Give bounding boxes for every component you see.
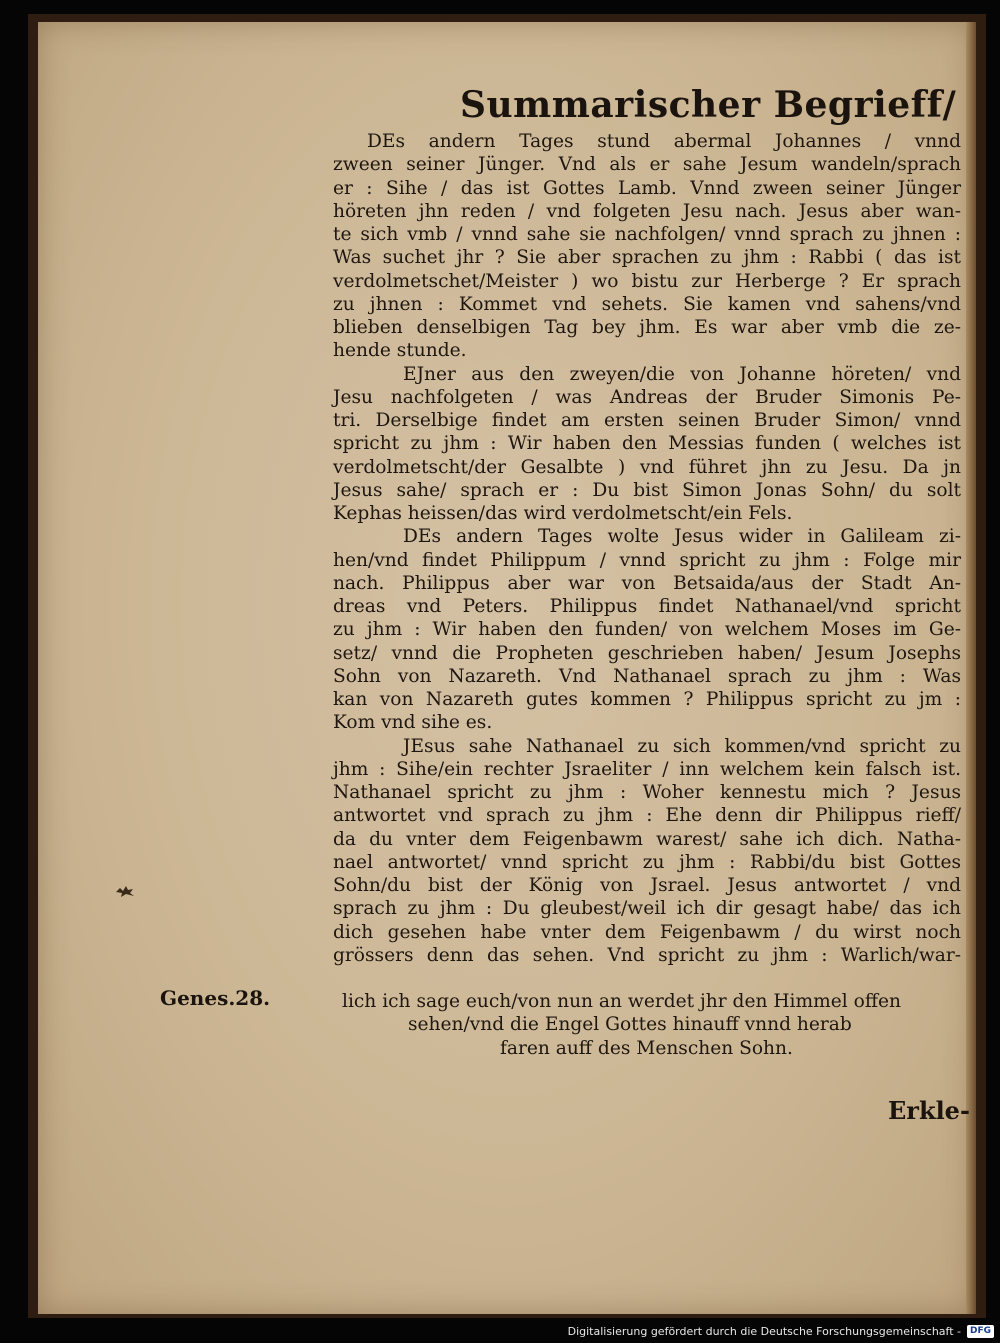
text-line: zu jhnen : Kommet vnd sehets. Sie kamen vnd sahens/vnd <box>333 293 961 315</box>
text-line: Sohn von Nazareth. Vnd Nathanael sprach zu jhm : Was <box>333 665 961 687</box>
dfg-logo-icon: DFG <box>967 1325 994 1338</box>
closing-lines <box>330 990 960 1060</box>
text-line: Kom vnd sihe es. <box>333 712 493 734</box>
text-line: Sohn/du bist der König von Jsrael. Jesus antwortet / vnd <box>333 875 961 896</box>
text-line: lich ich sage euch/von nun an werdet jhr den Himmel offen <box>342 991 902 1012</box>
text-line: Jesu nachfolgeten / was Andreas der Bruder Simonis Pe- <box>333 386 961 408</box>
body-text <box>333 130 961 967</box>
ink-blot-icon <box>114 884 136 898</box>
text-line: JEsus sahe Nathanael zu sich kommen/vnd spricht zu <box>403 735 961 757</box>
text-line: verdolmetscht/der Gesalbte ) vnd führet jhn zu Jesu. Da jn <box>333 456 961 478</box>
text-line: zween seiner Jünger. Vnd als er sahe Jesum wandeln/sprach <box>333 154 961 176</box>
text-line: setz/ vnnd die Propheten geschrieben haben/ Jesum Josephs <box>333 642 961 664</box>
text-line: grössers denn das sehen. Vnd spricht zu jhm : Warlich/war- <box>333 944 961 966</box>
text-line: DEs andern Tages wolte Jesus wider in Galileam zi- <box>403 526 961 548</box>
text-line: zu jhm : Wir haben den funden/ von welchem Moses im Ge- <box>333 619 961 641</box>
text-line: nach. Philippus aber war von Betsaida/aus der Stadt An- <box>333 572 961 594</box>
text-line: dich gesehen habe vnter dem Feigenbawm / du wirst noch <box>333 921 961 943</box>
text-line: hende stunde. <box>333 340 467 362</box>
footer-credit: Digitalisierung gefördert durch die Deutsche Forschungsgemeinschaft - <box>567 1325 961 1338</box>
text-line: sehen/vnd die Engel Gottes hinauff vnnd herab <box>408 1014 852 1036</box>
text-line: blieben denselbigen Tag bey jhm. Es war aber vmb die ze- <box>333 317 961 338</box>
text-line: tri. Derselbige findet am ersten seinen Bruder Simon/ vnnd <box>333 410 961 431</box>
margin-reference: Genes.28. <box>160 986 271 1010</box>
text-line: spricht zu jhm : Wir haben den Messias funden ( welches ist <box>333 433 961 455</box>
catchword: Erkle- <box>888 1096 970 1125</box>
text-line: dreas vnd Peters. Philippus findet Nathanael/vnd spricht <box>333 596 961 617</box>
text-line: Jesus sahe/ sprach er : Du bist Simon Jonas Sohn/ du solt <box>333 479 961 501</box>
text-line: sprach zu jhm : Du gleubest/weil ich dir gesagt habe/ das ich <box>333 898 961 920</box>
text-line: te sich vmb / vnnd sahe sie nachfolgen/ vnnd sprach zu jhnen : <box>333 224 961 245</box>
digitization-footer <box>568 1325 994 1338</box>
text-line: verdolmetschet/Meister ) wo bistu zur Herberge ? Er sprach <box>333 270 961 292</box>
text-line: Kephas heissen/das wird verdolmetscht/ein Fels. <box>333 503 793 524</box>
text-line: er : Sihe / das ist Gottes Lamb. Vnnd zween seiner Jünger <box>333 177 961 199</box>
text-line: Nathanael spricht zu jhm : Woher kennestu mich ? Jesus <box>333 782 961 803</box>
text-line: nael antwortet/ vnnd spricht zu jhm : Rabbi/du bist Gottes <box>333 851 961 873</box>
text-line: hen/vnd findet Philippum / vnnd spricht zu jhm : Folge mir <box>333 549 961 571</box>
text-line: faren auff des Menschen Sohn. <box>500 1037 793 1059</box>
text-line: jhm : Sihe/ein rechter Jsraeliter / inn welchem kein falsch ist. <box>333 758 961 780</box>
text-line: EJner aus den zweyen/die von Johanne höreten/ vnd <box>403 363 961 385</box>
text-line: kan von Nazareth gutes kommen ? Philippus spricht zu jm : <box>333 689 961 710</box>
text-line: DEs andern Tages stund abermal Johannes / vnnd <box>367 131 961 152</box>
text-line: da du vnter dem Feigenbawm warest/ sahe ich dich. Natha- <box>333 828 961 850</box>
text-line: antwortet vnd sprach zu jhm : Ehe denn dir Philippus rieff/ <box>333 805 961 827</box>
text-line: Was suchet jhr ? Sie aber sprachen zu jhm : Rabbi ( das ist <box>333 247 961 269</box>
text-line: höreten jhn reden / vnd folgeten Jesu nach. Jesus aber wan- <box>333 200 961 222</box>
page-headline: Summarischer Begrieff/ <box>460 84 957 126</box>
